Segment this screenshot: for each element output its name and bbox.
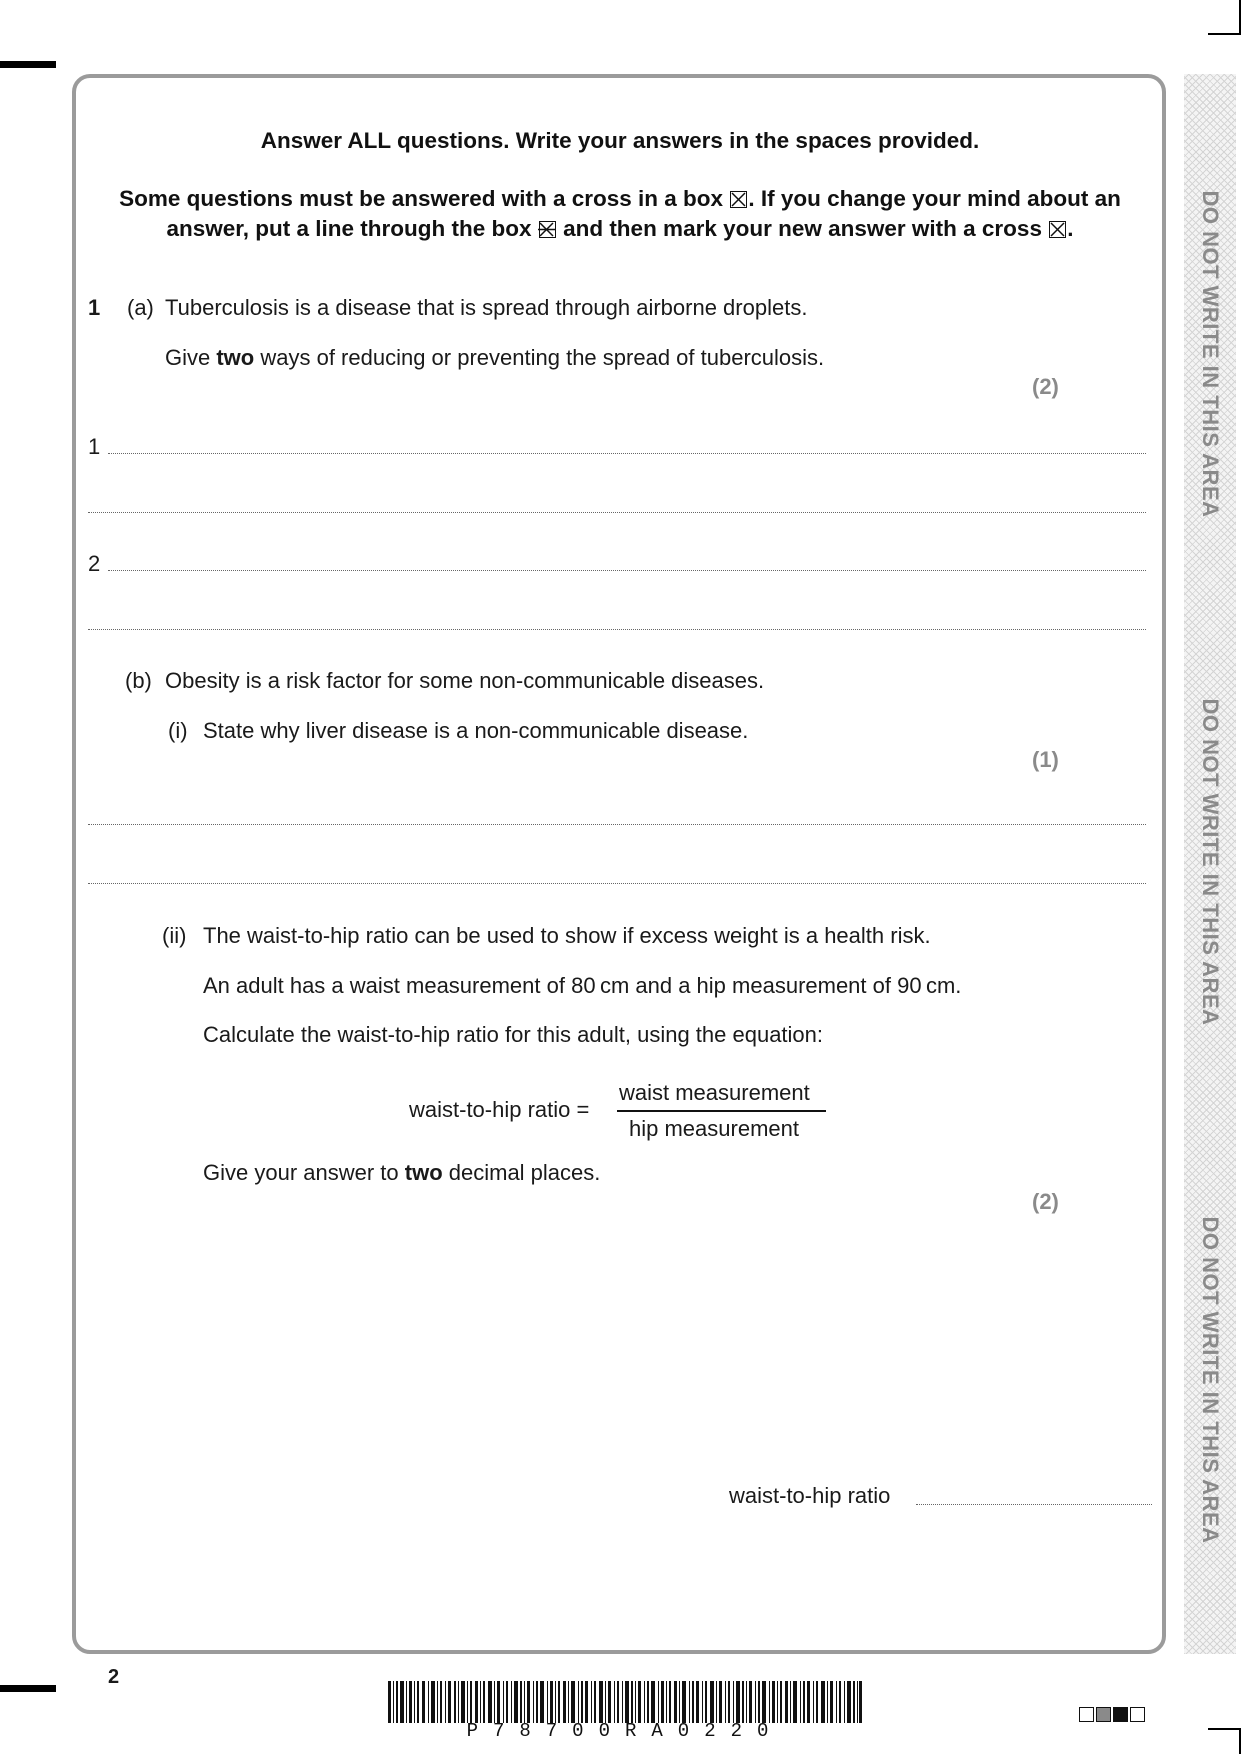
page-number: 2 <box>108 1666 120 1688</box>
part-a-prompt: Give two ways of reducing or preventing the spread of tuberculosis. <box>165 345 825 370</box>
barcode-text: P78700RA0220 <box>466 1720 784 1742</box>
part-b-ii-dp: Give your answer to two decimal places. <box>203 1160 601 1185</box>
part-b-ii-label: (ii) <box>162 923 187 948</box>
part-a-label: (a) <box>127 295 154 320</box>
answer-ratio-label: waist-to-hip ratio <box>729 1483 891 1508</box>
page-edge-mark-top <box>0 61 56 68</box>
part-b-ii-marks: (2) <box>1032 1189 1059 1214</box>
corner-mark-top-right-h <box>1208 33 1241 35</box>
answer-line-bi-2[interactable] <box>88 883 1146 884</box>
page-edge-mark-bottom <box>0 1685 56 1692</box>
part-b-ii-text: The waist-to-hip ratio can be used to show if excess weight is a health risk. <box>203 923 931 948</box>
instructions-line-1: Answer ALL questions. Write your answers in the spaces provided. <box>260 128 980 153</box>
equation-denominator: hip measurement <box>629 1116 799 1141</box>
answer-line-bi-1[interactable] <box>88 824 1146 825</box>
cross-box-icon <box>1049 221 1066 238</box>
answer-line-2a[interactable] <box>108 570 1146 571</box>
part-b-ii-calc: Calculate the waist-to-hip ratio for this adult, using the equation: <box>203 1022 824 1047</box>
instructions-line-2: Some questions must be answered with a cross in a box . If you change your mind about an <box>119 186 1121 211</box>
corner-mark-bottom-right-h <box>1208 1728 1241 1730</box>
answer-line-1b[interactable] <box>88 512 1146 513</box>
struck-cross-box-icon <box>539 221 556 238</box>
answer-line-1a[interactable] <box>108 453 1146 454</box>
page-indicator-square-2 <box>1096 1707 1111 1722</box>
page-indicator-square-4 <box>1130 1707 1145 1722</box>
part-b-label: (b) <box>125 668 152 693</box>
fraction-bar <box>617 1110 826 1112</box>
page-indicator-square-3 <box>1113 1707 1128 1722</box>
part-b-ii-data: An adult has a waist measurement of 80 cm and a hip measurement of 90 cm. <box>203 973 962 998</box>
instructions-line-3: answer, put a line through the box and then mark your new answer with a cross . <box>166 216 1074 241</box>
part-b-text: Obesity is a risk factor for some non-communicable diseases. <box>165 668 765 693</box>
equation-lhs: waist-to-hip ratio = <box>409 1097 590 1122</box>
part-b-i-label: (i) <box>168 718 188 743</box>
answer-line-2b[interactable] <box>88 629 1146 630</box>
answer-2-label: 2 <box>88 551 101 576</box>
part-a-text: Tuberculosis is a disease that is spread through airborne droplets. <box>165 295 808 320</box>
answer-1-label: 1 <box>88 434 101 459</box>
cross-box-icon <box>730 191 747 208</box>
page-indicator-square-1 <box>1079 1707 1094 1722</box>
question-number: 1 <box>88 295 101 320</box>
part-b-i-text: State why liver disease is a non-communicable disease. <box>203 718 749 743</box>
answer-ratio-line[interactable] <box>916 1504 1152 1505</box>
equation-numerator: waist measurement <box>619 1080 810 1105</box>
part-a-marks: (2) <box>1032 374 1059 399</box>
part-b-i-marks: (1) <box>1032 747 1059 772</box>
barcode <box>388 1681 862 1723</box>
